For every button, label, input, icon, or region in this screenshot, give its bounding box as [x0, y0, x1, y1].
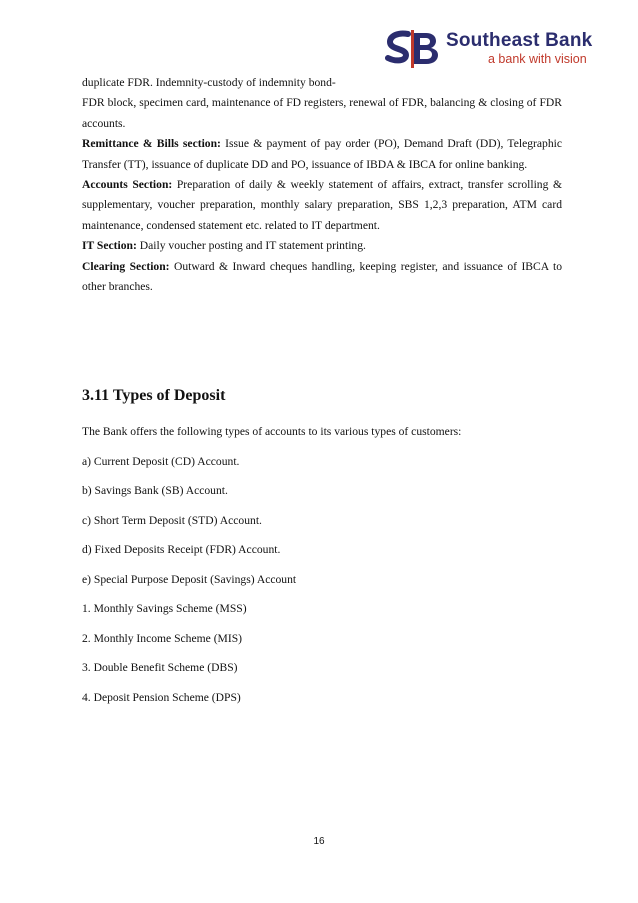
clearing-paragraph	[82, 257, 562, 298]
page-number: 16	[313, 836, 325, 847]
document-body	[82, 73, 562, 297]
deposit-list	[82, 417, 562, 712]
list-item: a) Current Deposit (CD) Account.	[82, 454, 240, 468]
list-item: 2. Monthly Income Scheme (MIS)	[82, 631, 243, 645]
list-item: 4. Deposit Pension Scheme (DPS)	[82, 690, 241, 704]
remittance-paragraph	[82, 134, 562, 175]
fdr-paragraph: FDR block, specimen card, maintenance of FD registers, renewal of FDR, balancing & closing of FDR accounts.	[82, 96, 562, 130]
section-heading: 3.11 Types of Deposit	[82, 387, 226, 404]
section-label: Remittance & Bills section:	[82, 137, 221, 151]
list-item: c) Short Term Deposit (STD) Account.	[82, 513, 262, 527]
section-label: Clearing Section:	[82, 259, 170, 273]
section-text: Preparation of daily & weekly statement of affairs, extract, transfer scrolling & supplementary, voucher preparation, monthly salary preparation, SBS 1,2,3 preparation, ATM card maintenance, condensed statement etc. related to IT department.	[82, 178, 563, 232]
list-item: 3. Double Benefit Scheme (DBS)	[82, 661, 238, 674]
accounts-paragraph	[82, 175, 562, 236]
bank-logo-mark-icon	[384, 28, 442, 70]
bank-tagline: a bank with vision	[488, 52, 587, 66]
section-label: Accounts Section:	[82, 178, 173, 192]
intro-line: duplicate FDR. Indemnity-custody of indemnity bond-	[82, 76, 336, 89]
list-item: d) Fixed Deposits Receipt (FDR) Account.	[82, 543, 281, 556]
bank-name: Southeast Bank	[446, 30, 593, 51]
list-item: b) Savings Bank (SB) Account.	[82, 484, 228, 497]
list-item: e) Special Purpose Deposit (Savings) Account	[82, 572, 297, 586]
section-label: IT Section:	[82, 239, 137, 253]
section-text: Outward & Inward cheques handling, keeping register, and issuance of IBCA to other branches.	[82, 259, 562, 294]
it-paragraph	[82, 236, 562, 256]
list-item: 1. Monthly Savings Scheme (MSS)	[82, 602, 247, 615]
deposit-intro: The Bank offers the following types of accounts to its various types of customers:	[82, 425, 462, 438]
section-text: Daily voucher posting and IT statement printing.	[136, 239, 366, 253]
bank-logo	[384, 28, 624, 70]
section-text: Issue & payment of pay order (PO), Demand Draft (DD), Telegraphic Transfer (TT), issuance of duplicate DD and PO, issuance of IBDA & IBCA for online banking.	[82, 137, 562, 171]
